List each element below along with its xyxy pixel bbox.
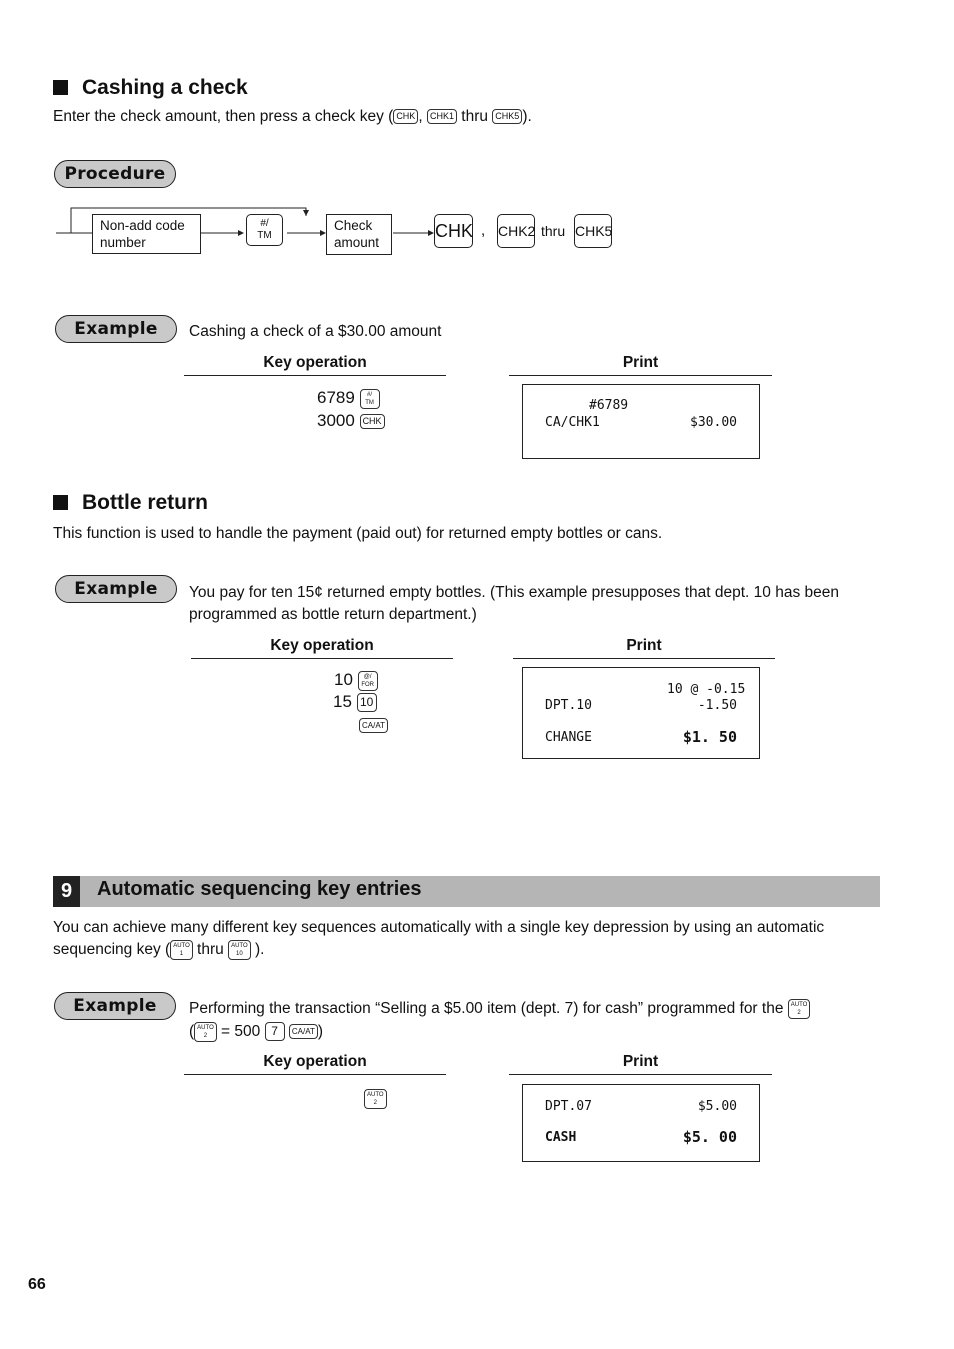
receipt-amount: $5.00 [697, 1099, 737, 1114]
page-number: 66 [28, 1276, 46, 1293]
section-title-auto: Automatic sequencing key entries [97, 878, 422, 900]
dept10-key: 10 [357, 693, 377, 712]
key-operation-header: Key operation [191, 637, 453, 659]
section-title-text: Bottle return [82, 491, 208, 514]
intro-text: thru [192, 941, 229, 958]
keyop-line-3 [359, 713, 388, 736]
example-text: ( [189, 1023, 195, 1040]
flow-thru: thru [541, 223, 566, 239]
non-add-code-box: Non-add code number [92, 214, 201, 254]
example-label: Example [54, 992, 176, 1020]
print-header: Print [509, 354, 772, 376]
keyop-number: 6789 [317, 388, 355, 407]
receipt-total: $5. 00 [682, 1128, 737, 1146]
keyop-line-1 [317, 386, 380, 409]
key-label: 10 [236, 950, 243, 957]
receipt-line: CASH [545, 1130, 577, 1145]
keyop-line-1 [364, 1086, 387, 1109]
caat-key-small: CA/AT [359, 718, 388, 733]
key-operation-header: Key operation [184, 1053, 446, 1075]
chk-key: CHK [393, 109, 418, 124]
keyop-number: 10 [334, 670, 353, 689]
receipt-line: DPT.07 [545, 1099, 592, 1114]
example-text-line2 [189, 1021, 323, 1043]
tm-key-small: #/ TM [360, 389, 380, 409]
keyop-number: 3000 [317, 411, 355, 430]
key-label: 2 [373, 1099, 377, 1106]
key-label: #/ [260, 218, 269, 229]
key-label: AUTO [197, 1024, 214, 1031]
key-label: 2 [797, 1009, 801, 1016]
square-bullet-icon [53, 80, 68, 95]
example-label: Example [55, 575, 177, 603]
print-header: Print [513, 637, 775, 659]
for-key-small [358, 671, 378, 691]
keyop-line-2 [317, 409, 385, 432]
key-label: 2 [203, 1032, 208, 1039]
receipt-auto [522, 1084, 760, 1162]
square-bullet-icon [53, 495, 68, 510]
intro-text: thru [456, 108, 493, 125]
example-text: = 500 [216, 1023, 265, 1040]
chk-key-large: CHK [434, 214, 473, 248]
flow-comma: , [481, 222, 486, 239]
auto2-key [364, 1089, 387, 1109]
key-label: TM [257, 230, 272, 241]
chk5-key: CHK5 [492, 109, 522, 124]
receipt-cashing [522, 384, 760, 459]
receipt-amount: -1.50 [697, 698, 737, 713]
intro-text: ). [254, 941, 265, 958]
receipt-line: 10 @ -0.15 [667, 682, 746, 697]
caat-key-small: CA/AT [289, 1024, 318, 1039]
auto-intro [53, 917, 853, 961]
example-text: You pay for ten 15¢ returned empty bottles. (This example presupposes that dept. 10 has been programmed as bottle return department.) [189, 584, 839, 623]
key-label: AUTO [367, 1091, 384, 1098]
example-text: Performing the transaction “Selling a $5.00 item (dept. 7) for cash” programmed for the [189, 1000, 784, 1017]
receipt-line: CA/CHK1 [545, 415, 600, 430]
auto2-key [194, 1022, 217, 1042]
keyop-line-1 [334, 668, 378, 691]
bottle-intro: This function is used to handle the payment (paid out) for returned empty bottles or cans. [53, 525, 663, 542]
auto10-key [228, 940, 251, 960]
print-header: Print [509, 1053, 772, 1075]
section-title-cashing [53, 76, 248, 100]
key-label: @/ [363, 673, 372, 680]
auto2-key [788, 999, 811, 1019]
example-text: Cashing a check of a $30.00 amount [189, 323, 442, 340]
receipt-bottle [522, 667, 760, 759]
example-text-line1 [189, 998, 810, 1020]
intro-text: , [418, 108, 427, 125]
cashing-intro [53, 106, 532, 128]
chk5-key-large: CHK5 [574, 214, 612, 248]
section-title-text: Cashing a check [82, 76, 248, 99]
intro-text: Enter the check amount, then press a check key ( [53, 108, 394, 125]
chk1-key: CHK1 [427, 109, 457, 124]
chk-key-small: CHK [360, 414, 385, 429]
key-label: AUTO [790, 1001, 808, 1008]
key-label: 1 [179, 950, 184, 957]
procedure-label: Procedure [54, 160, 176, 188]
section-number-badge: 9 [53, 876, 80, 907]
key-label: FOR [361, 681, 374, 688]
key-label: AUTO [231, 942, 248, 949]
receipt-line: #6789 [589, 398, 629, 413]
check-amount-box: Check amount [326, 214, 392, 255]
receipt-line: DPT.10 [545, 698, 592, 713]
auto1-key [170, 940, 193, 960]
chk2-key-large: CHK2 [497, 214, 535, 248]
intro-text: ). [522, 108, 532, 125]
key-operation-header: Key operation [184, 354, 446, 376]
keyop-number: 15 [333, 692, 352, 711]
receipt-amount: $30.00 [690, 415, 737, 430]
section-title-bottle [53, 491, 208, 515]
example-text: ) [317, 1023, 324, 1040]
tm-key [246, 214, 283, 246]
receipt-line: CHANGE [545, 730, 592, 745]
key-label: AUTO [173, 942, 190, 949]
intro-text: You can achieve many different key sequences automatically with a single key depression by using an automatic sequencing key ( [53, 919, 825, 958]
example-label: Example [55, 315, 177, 343]
receipt-total: $1. 50 [682, 728, 737, 746]
keyop-line-2 [333, 690, 377, 713]
dept7-key: 7 [265, 1022, 285, 1041]
